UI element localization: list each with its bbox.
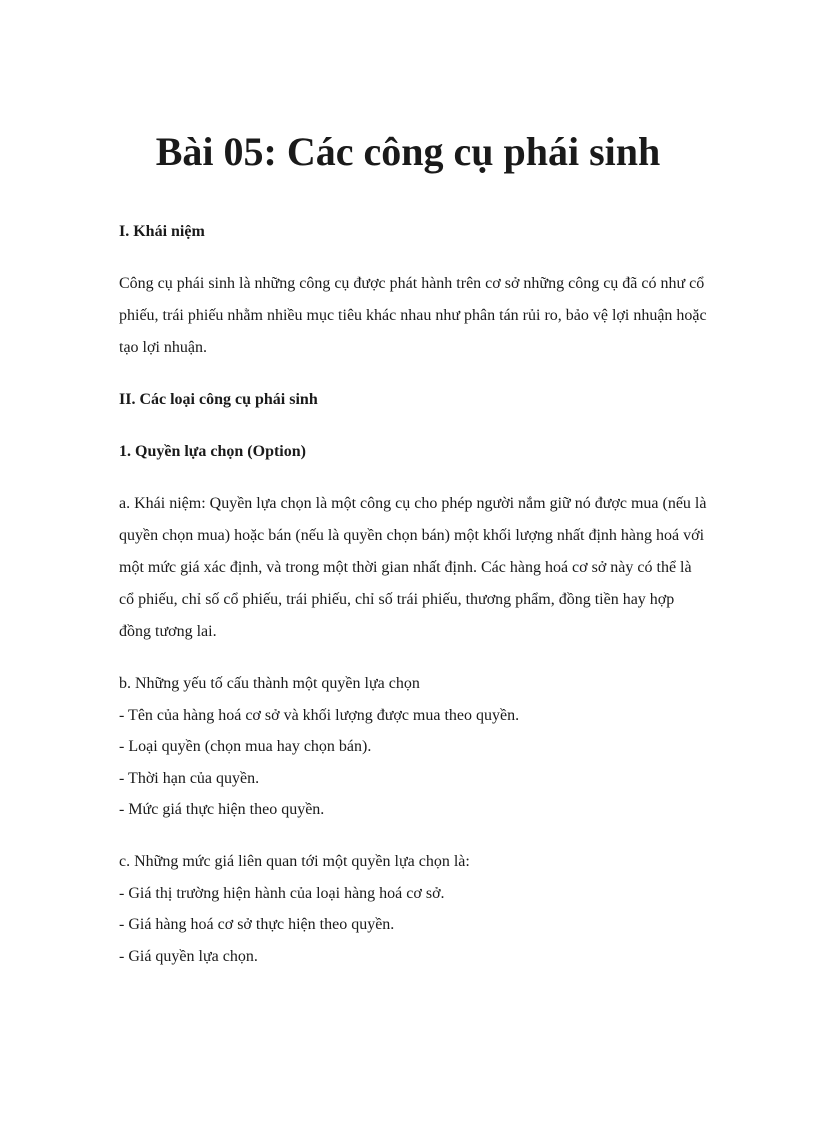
list-item: - Mức giá thực hiện theo quyền. [119,801,325,818]
page-title: Bài 05: Các công cụ phái sinh [155,129,661,174]
option-components-list [119,674,719,832]
list-item: - Tên của hàng hoá cơ sở và khối lượng được mua theo quyền. [119,706,520,724]
option-prices-list [119,852,719,978]
list-item: b. Những yếu tố cấu thành một quyền lựa chọn [119,675,420,692]
subheading-option: 1. Quyền lựa chọn (Option) [119,443,306,460]
list-item: - Loại quyền (chọn mua hay chọn bán). [119,738,372,755]
list-item: - Giá quyền lựa chọn. [119,947,258,965]
list-item: - Giá hàng hoá cơ sở thực hiện theo quyền. [119,916,395,933]
list-item: - Giá thị trường hiện hành của loại hàng hoá cơ sở. [119,884,445,902]
option-definition-paragraph: a. Khái niệm: Quyền lựa chọn là một công cụ cho phép người nắm giữ nó được mua (nếu là quyền chọn mua) hoặc bán (nếu là quyền chọn bán) một khối lượng nhất định hàng hoá với một mức giá xác định, và trong một thời gian nhất định. Các hàng hoá cơ sở này có thể là cổ phiếu, chỉ số cổ phiếu, trái phiếu, chỉ số trái phiếu, thương phẩm, đồng tiền hay hợp đồng tương lai. [119,495,707,640]
section-heading-derivative-types: II. Các loại công cụ phái sinh [119,391,318,408]
list-item: - Thời hạn của quyền. [119,769,260,787]
list-item: c. Những mức giá liên quan tới một quyền lựa chọn là: [119,853,470,870]
concept-paragraph: Công cụ phái sinh là những công cụ được phát hành trên cơ sở những công cụ đã có như cổ phiếu, trái phiếu nhằm nhiều mục tiêu khác nhau như phân tán rủi ro, bảo vệ lợi nhuận hoặc tạo lợi nhuận. [119,275,707,356]
section-heading-concept: I. Khái niệm [119,223,205,240]
